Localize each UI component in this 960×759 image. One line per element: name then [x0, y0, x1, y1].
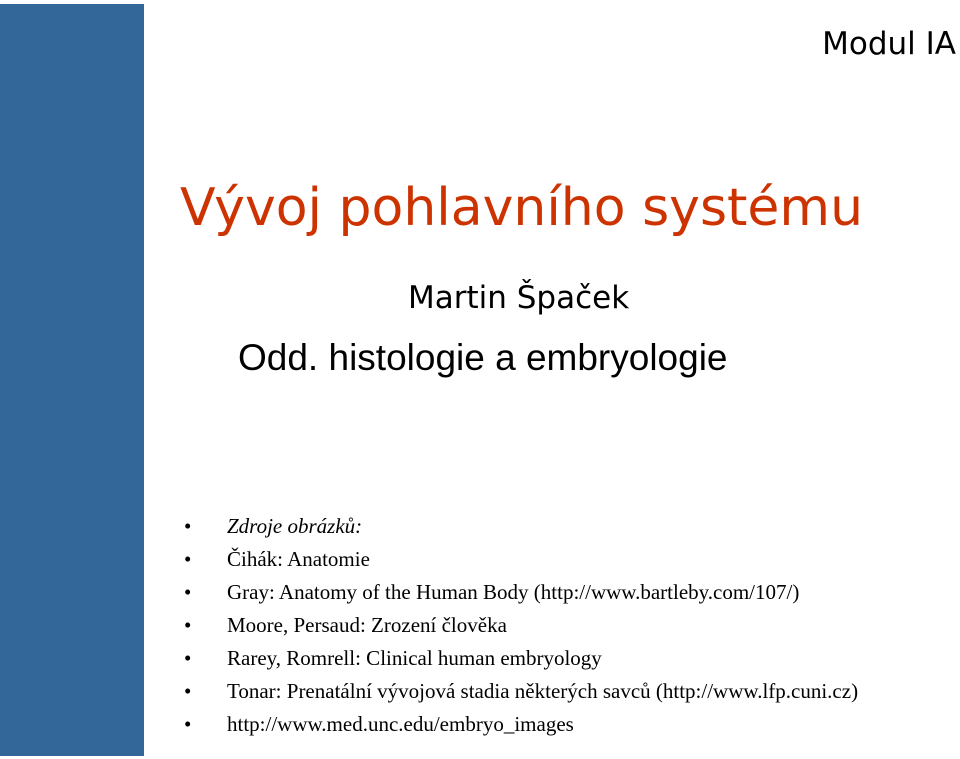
- bullet-icon: •: [184, 712, 192, 736]
- source-item: [184, 576, 858, 609]
- sources-heading-text: Zdroje obrázků:: [227, 514, 363, 538]
- bullet-icon: •: [184, 679, 192, 703]
- source-item-text: Moore, Persaud: Zrození člověka: [227, 613, 507, 637]
- author-name: Martin Špaček: [408, 280, 630, 316]
- module-label: Modul IA: [822, 26, 956, 62]
- source-item: [184, 543, 858, 576]
- department-name: Odd. histologie a embryologie: [238, 337, 728, 378]
- image-sources-list: [184, 510, 858, 741]
- source-item-text: Gray: Anatomy of the Human Body (http://www.bartleby.com/107/): [227, 580, 800, 604]
- slide-title: Vývoj pohlavního systému: [180, 178, 864, 238]
- source-item: [184, 675, 858, 708]
- source-item: [184, 642, 858, 675]
- source-item-text: Čihák: Anatomie: [227, 547, 370, 571]
- side-accent-bar: [0, 4, 144, 756]
- source-item: [184, 609, 858, 642]
- source-item-text: http://www.med.unc.edu/embryo_images: [227, 712, 574, 736]
- source-item-text: Rarey, Romrell: Clinical human embryology: [227, 646, 602, 670]
- bullet-icon: •: [184, 646, 192, 670]
- source-item-text: Tonar: Prenatální vývojová stadia některých savců (http://www.lfp.cuni.cz): [227, 679, 859, 703]
- source-item: [184, 708, 858, 741]
- sources-heading: [184, 510, 858, 543]
- bullet-icon: •: [184, 613, 192, 637]
- bullet-icon: •: [184, 514, 192, 538]
- bullet-icon: •: [184, 580, 192, 604]
- bullet-icon: •: [184, 547, 192, 571]
